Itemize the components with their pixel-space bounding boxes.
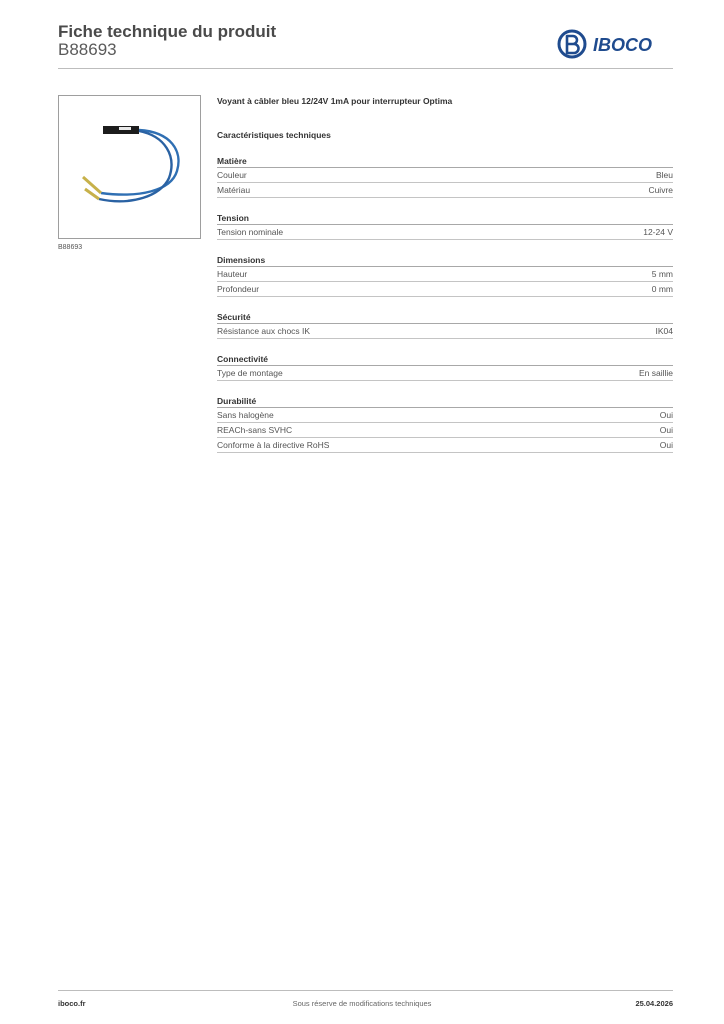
section-tension bbox=[217, 212, 673, 240]
section-title: Connectivité bbox=[217, 353, 673, 366]
photo-caption: B88693 bbox=[58, 244, 83, 251]
spec-row bbox=[217, 225, 673, 240]
spec-row bbox=[217, 408, 673, 423]
spec-label: Sans halogène bbox=[217, 410, 274, 420]
footer-website-link[interactable]: iboco.fr bbox=[58, 999, 86, 1008]
spec-label: REACh-sans SVHC bbox=[217, 425, 293, 435]
spec-label: Résistance aux chocs IK bbox=[217, 326, 311, 336]
spec-sheet bbox=[217, 95, 673, 453]
spec-value: 12-24 V bbox=[643, 227, 673, 237]
spec-value: 5 mm bbox=[651, 269, 673, 279]
logo-text: IBOCO bbox=[593, 35, 653, 55]
section-dimensions bbox=[217, 254, 673, 297]
section-securite bbox=[217, 311, 673, 339]
header-divider bbox=[58, 68, 673, 69]
spec-row bbox=[217, 423, 673, 438]
spec-label: Conforme à la directive RoHS bbox=[217, 440, 330, 450]
blue-wire-indicator-photo-icon bbox=[59, 96, 200, 238]
spec-row bbox=[217, 168, 673, 183]
spec-value: Oui bbox=[659, 425, 673, 435]
spec-label: Hauteur bbox=[217, 269, 248, 279]
spec-label: Tension nominale bbox=[217, 227, 284, 237]
spec-row bbox=[217, 282, 673, 297]
spec-value: 0 mm bbox=[651, 284, 673, 294]
section-title: Tension bbox=[217, 212, 673, 225]
spec-value: Cuivre bbox=[648, 185, 673, 195]
spec-row bbox=[217, 366, 673, 381]
section-matiere bbox=[217, 155, 673, 198]
spec-value: Oui bbox=[659, 410, 673, 420]
spec-value: IK04 bbox=[655, 326, 673, 336]
section-durabilite bbox=[217, 395, 673, 453]
page-header bbox=[58, 20, 673, 70]
footer-notice: Sous réserve de modifications techniques bbox=[292, 999, 432, 1008]
product-photo bbox=[58, 95, 201, 239]
product-description: Voyant à câbler bleu 12/24V 1mA pour interrupteur Optima bbox=[217, 96, 453, 106]
section-connectivite bbox=[217, 353, 673, 381]
spec-value: En saillie bbox=[638, 368, 673, 378]
page-title: Fiche technique du produit bbox=[58, 22, 277, 41]
spec-row bbox=[217, 183, 673, 198]
spec-row bbox=[217, 324, 673, 339]
spec-row bbox=[217, 267, 673, 282]
section-title: Durabilité bbox=[217, 395, 673, 408]
spec-value: Oui bbox=[659, 440, 673, 450]
spec-label: Couleur bbox=[217, 170, 247, 180]
spec-label: Type de montage bbox=[217, 368, 283, 378]
product-reference: B88693 bbox=[58, 40, 117, 59]
spec-value: Bleu bbox=[655, 170, 673, 180]
footer-divider bbox=[58, 990, 673, 991]
section-title: Sécurité bbox=[217, 311, 673, 324]
section-title: Matière bbox=[217, 155, 673, 168]
specs-heading: Caractéristiques techniques bbox=[217, 130, 331, 140]
iboco-logo bbox=[557, 28, 673, 60]
spec-label: Matériau bbox=[217, 185, 251, 195]
footer-date: 25.04.2026 bbox=[635, 999, 673, 1008]
section-title: Dimensions bbox=[217, 254, 673, 267]
spec-row bbox=[217, 438, 673, 453]
spec-label: Profondeur bbox=[217, 284, 260, 294]
